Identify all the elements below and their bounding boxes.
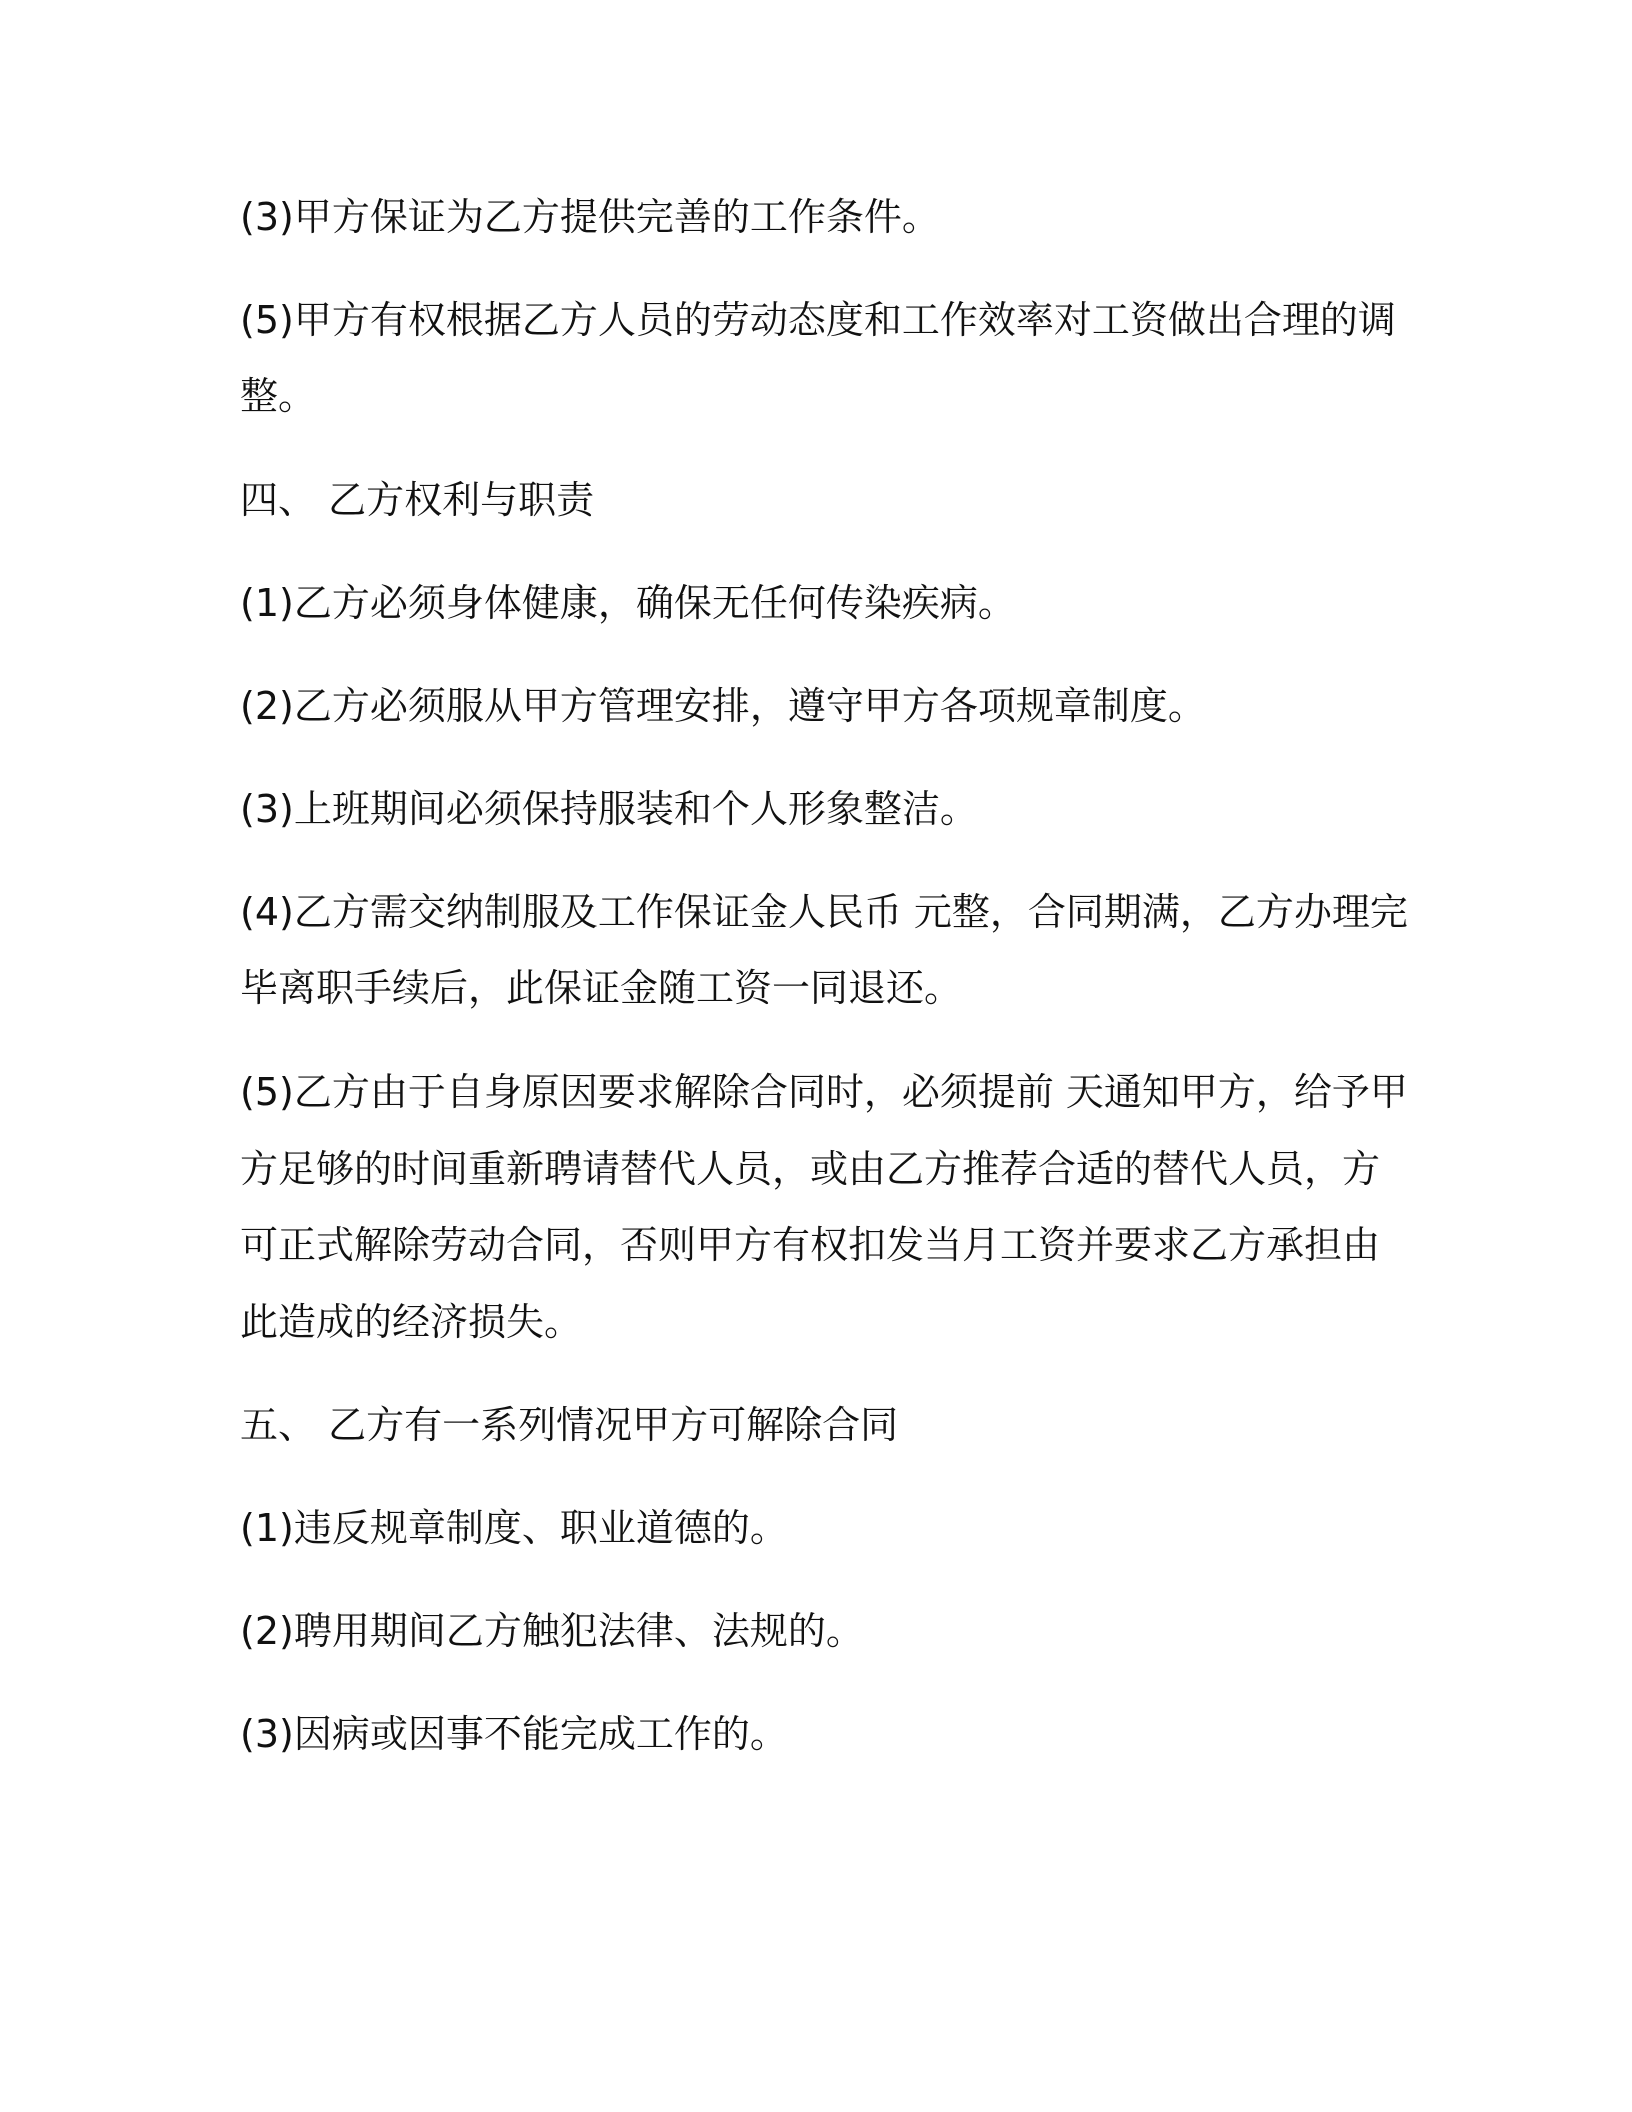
section-4-heading: 四、 乙方权利与职责 xyxy=(240,478,595,522)
section-5-clause-1: (1)违反规章制度、职业道德的。 xyxy=(240,1506,788,1550)
clause-3-party-a-working-conditions: (3)甲方保证为乙方提供完善的工作条件。 xyxy=(240,195,940,239)
section-4-clause-5-line-4: 此造成的经济损失。 xyxy=(240,1300,583,1344)
section-4-clause-2: (2)乙方必须服从甲方管理安排，遵守甲方各项规章制度。 xyxy=(240,684,1206,728)
section-4-clause-3: (3)上班期间必须保持服装和个人形象整洁。 xyxy=(240,787,978,831)
clause-5-party-a-salary-adjustment: (5)甲方有权根据乙方人员的劳动态度和工作效率对工资做出合理的调 xyxy=(240,298,1396,342)
section-4-clause-1: (1)乙方必须身体健康，确保无任何传染疾病。 xyxy=(240,581,1016,625)
section-4-clause-4-continuation: 毕离职手续后，此保证金随工资一同退还。 xyxy=(240,966,963,1010)
section-5-clause-3: (3)因病或因事不能完成工作的。 xyxy=(240,1712,788,1756)
section-4-clause-5-line-2: 方足够的时间重新聘请替代人员，或由乙方推荐合适的替代人员，方 xyxy=(240,1147,1381,1191)
section-4-clause-4: (4)乙方需交纳制服及工作保证金人民币 元整，合同期满，乙方办理完 xyxy=(240,890,1408,934)
section-4-clause-5: (5)乙方由于自身原因要求解除合同时，必须提前 天通知甲方，给予甲 xyxy=(240,1070,1408,1114)
section-5-clause-2: (2)聘用期间乙方触犯法律、法规的。 xyxy=(240,1609,864,1653)
section-4-clause-5-line-3: 可正式解除劳动合同，否则甲方有权扣发当月工资并要求乙方承担由 xyxy=(240,1223,1381,1267)
section-5-heading: 五、 乙方有一系列情况甲方可解除合同 xyxy=(240,1403,899,1447)
clause-5-continuation: 整。 xyxy=(240,374,317,418)
